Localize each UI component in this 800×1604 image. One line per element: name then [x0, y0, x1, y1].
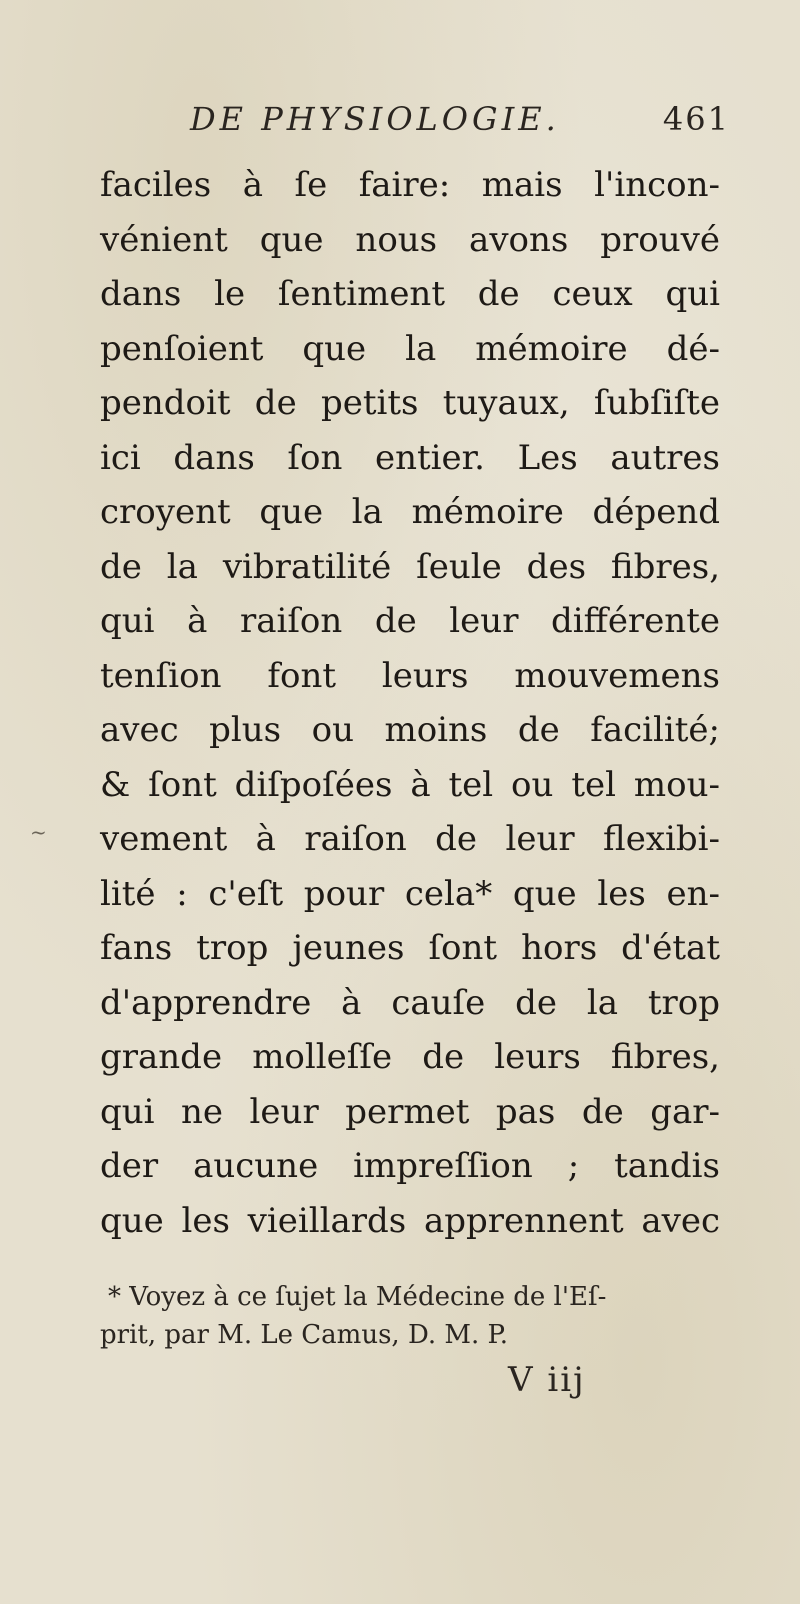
footnote-line: prit, par M. Le Camus, D. M. P. [100, 1320, 509, 1350]
text-line: que les vieillards apprennent avec [100, 1200, 720, 1241]
text-line: avec plus ou moins de facilité; [100, 710, 720, 750]
text-line: grande molleſſe de leurs fibres, [100, 1037, 720, 1077]
text-line: fans trop jeunes ſont hors d'état [100, 928, 720, 968]
margin-mark: ~ [30, 820, 47, 844]
text-line: penſoient que la mémoire dé- [100, 328, 720, 369]
running-header [190, 100, 730, 150]
text-line: de la vibratilité ſeule des fibres, [100, 546, 720, 587]
body-text [100, 158, 720, 1248]
text-line: qui ne leur permet pas de gar- [100, 1091, 720, 1132]
footnote-line: * Voyez à ce ſujet la Médecine de l'Eſ- [108, 1282, 607, 1312]
text-line: dans le ſentiment de ceux qui [100, 274, 720, 314]
text-line: croyent que la mémoire dépend [100, 492, 720, 532]
page-number: 461 [662, 100, 730, 138]
running-title: DE PHYSIOLOGIE. [190, 100, 560, 138]
text-line: lité : c'eſt pour cela* que les en- [100, 873, 720, 914]
text-line: faciles à ſe faire: mais l'incon- [100, 165, 720, 205]
text-line: d'apprendre à cauſe de la trop [100, 982, 720, 1023]
text-line: & ſont diſpoſées à tel ou tel mou- [100, 764, 720, 805]
text-line: vénient que nous avons prouvé [100, 219, 720, 260]
text-line: qui à raiſon de leur différente [100, 601, 720, 641]
text-line: der aucune impreſſion ; tandis [100, 1146, 720, 1186]
footnote [100, 1278, 720, 1354]
text-line: pendoit de petits tuyaux, ſubſiſte [100, 383, 720, 423]
text-line: vement à raiſon de leur flexibi- [100, 819, 720, 859]
signature-mark: V iij [508, 1360, 586, 1400]
text-line: tenſion font leurs mouvemens [100, 655, 720, 696]
text-line: ici dans ſon entier. Les autres [100, 437, 720, 478]
